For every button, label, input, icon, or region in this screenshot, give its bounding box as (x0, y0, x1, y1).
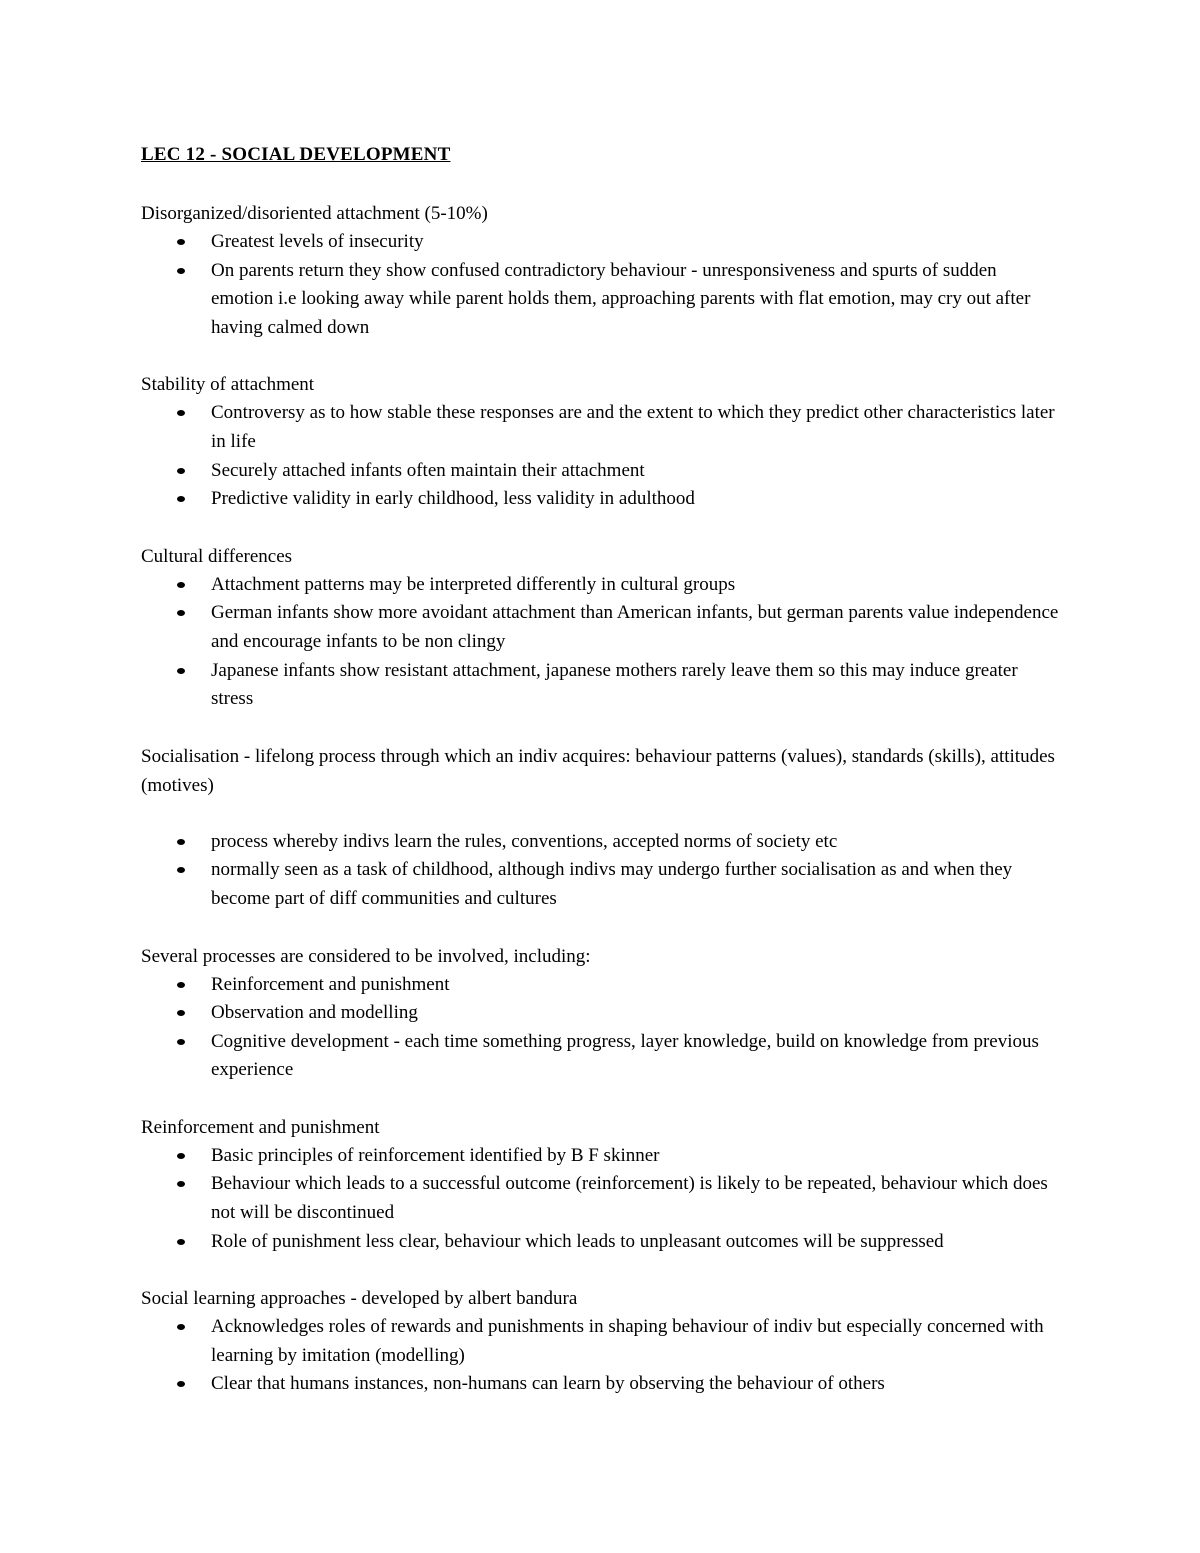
list-item-text: Greatest levels of insecurity (211, 231, 424, 252)
bullet-icon (177, 582, 185, 588)
list-item (141, 1142, 1061, 1171)
list-item-text: process whereby indivs learn the rules, conventions, accepted norms of society etc (211, 830, 838, 852)
bullet-list (141, 228, 1080, 342)
list-item (141, 257, 1061, 343)
list-item (141, 1028, 1061, 1085)
bullet-icon (177, 468, 185, 474)
list-item (141, 657, 1061, 714)
list-item (141, 1228, 1061, 1257)
list-item-text: Observation and modelling (211, 1002, 418, 1024)
list-item-text: Basic principles of reinforcement identified by B F skinner (211, 1144, 660, 1166)
list-item (141, 571, 1061, 600)
bullet-icon (177, 1039, 185, 1045)
list-item-text: Reinforcement and punishment (211, 973, 450, 995)
list-item (141, 1170, 1061, 1227)
list-item-text: Predictive validity in early childhood, less validity in adulthood (211, 488, 695, 510)
note-section (141, 199, 1080, 342)
note-section (141, 942, 1080, 1085)
list-item-text: normally seen as a task of childhood, although indivs may undergo further socialisation as and when they become part of diff communities and cultures (211, 859, 1013, 909)
bullet-icon (177, 1153, 185, 1159)
bullet-icon (177, 982, 185, 988)
note-section (141, 742, 1080, 914)
bullet-list (141, 571, 1080, 714)
bullet-icon (177, 668, 185, 674)
bullet-list (141, 828, 1080, 914)
blank-line (141, 800, 1080, 828)
note-section (141, 370, 1080, 513)
list-item (141, 457, 1061, 486)
list-item-text: German infants show more avoidant attachment than American infants, but german parents value independence and encourage infants to be non clingy (211, 602, 1059, 652)
bullet-icon (177, 496, 185, 502)
bullet-icon (177, 1010, 185, 1016)
list-item-text: Controversy as to how stable these responses are and the extent to which they predict other characteristics later in life (211, 402, 1055, 452)
section-heading: Stability of attachment (141, 374, 315, 396)
list-item-text: Cognitive development - each time something progress, layer knowledge, build on knowledge from previous experience (211, 1030, 1039, 1081)
list-item (141, 485, 1061, 514)
bullet-list (141, 1313, 1080, 1399)
bullet-icon (177, 1324, 185, 1330)
list-item-text: Acknowledges roles of rewards and punishments in shaping behaviour of indiv but especially concerned with learning by imitation (modelling) (211, 1316, 1044, 1366)
bullet-icon (177, 410, 185, 416)
list-item (141, 856, 1061, 913)
notes-body (141, 199, 1080, 1399)
list-item (141, 971, 1061, 1000)
list-item-text: On parents return they show confused contradictory behaviour - unresponsiveness and spurts of sudden emotion i.e looking away while parent holds them, approaching parents with flat emotion, may cry out after having calmed down (211, 259, 1031, 338)
list-item (141, 228, 1061, 257)
list-item (141, 999, 1061, 1028)
note-section (141, 1113, 1080, 1256)
bullet-list (141, 1142, 1080, 1256)
list-item-text: Clear that humans instances, non-humans can learn by observing the behaviour of others (211, 1373, 885, 1395)
list-item (141, 399, 1061, 456)
section-heading: Reinforcement and punishment (141, 1116, 380, 1138)
list-item (141, 1370, 1061, 1399)
note-section (141, 1284, 1080, 1399)
list-item (141, 599, 1061, 656)
list-item (141, 1313, 1061, 1370)
bullet-icon (177, 867, 185, 873)
list-item-text: Attachment patterns may be interpreted differently in cultural groups (211, 573, 736, 595)
note-section (141, 542, 1080, 714)
section-heading: Several processes are considered to be involved, including: (141, 945, 591, 967)
bullet-icon (177, 1381, 185, 1387)
bullet-list (141, 399, 1080, 513)
list-item-text: Role of punishment less clear, behaviour which leads to unpleasant outcomes will be suppressed (211, 1230, 944, 1252)
list-item-text: Securely attached infants often maintain their attachment (211, 459, 645, 481)
section-heading: Disorganized/disoriented attachment (5-10%) (141, 203, 488, 224)
bullet-icon (177, 839, 185, 845)
list-item (141, 828, 1061, 857)
bullet-icon (177, 268, 185, 274)
bullet-icon (177, 610, 185, 616)
bullet-list (141, 971, 1080, 1085)
section-heading: Cultural differences (141, 545, 293, 567)
list-item-text: Behaviour which leads to a successful outcome (reinforcement) is likely to be repeated, behaviour which does not will be discontinued (211, 1173, 1048, 1224)
section-heading: Social learning approaches - developed by albert bandura (141, 1288, 578, 1310)
bullet-icon (177, 239, 185, 245)
page-title: LEC 12 - SOCIAL DEVELOPMENT (141, 144, 451, 165)
section-heading: Socialisation - lifelong process through which an indiv acquires: behaviour patterns (values), standards (skills), attitudes (motives) (141, 745, 1055, 796)
bullet-icon (177, 1239, 185, 1245)
list-item-text: Japanese infants show resistant attachment, japanese mothers rarely leave them so this may induce greater stress (211, 659, 1018, 710)
bullet-icon (177, 1181, 185, 1187)
